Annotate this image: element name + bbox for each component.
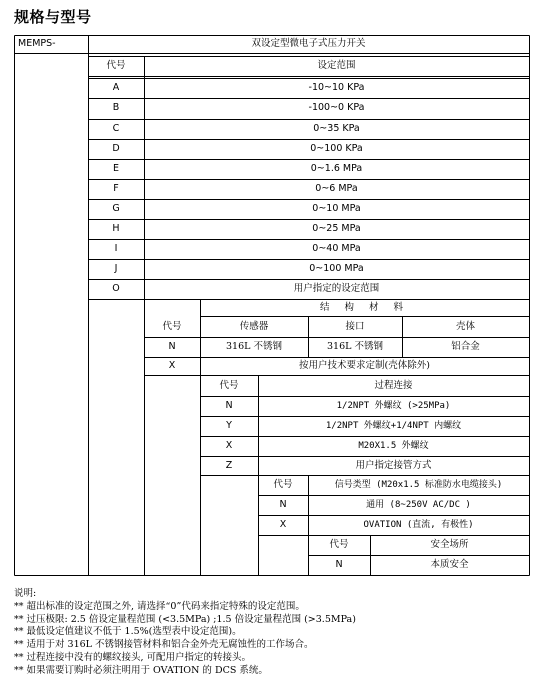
range-value-O: 用户指定的设定范围 xyxy=(293,283,380,295)
process-header: 过程连接 xyxy=(374,379,413,391)
site-header: 安全场所 xyxy=(430,539,469,551)
material-housing-N: 铝合金 xyxy=(451,341,480,353)
range-code-G: G xyxy=(112,203,120,215)
range-header: 设定范围 xyxy=(317,60,356,72)
material-housing-header: 壳体 xyxy=(455,320,475,332)
process-code-N: N xyxy=(225,400,233,412)
note-item: ** 适用于对 316L 不锈钢接管材料和铝合金外壳无腐蚀性的工作场合。 xyxy=(14,639,314,651)
material-sensor-header: 传感器 xyxy=(239,320,269,332)
note-item: ** 超出标准的设定范围之外, 请选择“0”代码来指定特殊的设定范围。 xyxy=(14,600,305,612)
site-code-header: 代号 xyxy=(329,539,349,551)
range-value-F: 0~6 MPa xyxy=(315,183,358,195)
material-code-N: N xyxy=(168,341,176,353)
range-code-A: A xyxy=(112,82,120,94)
range-code-I: I xyxy=(114,243,118,255)
range-value-J: 0~100 MPa xyxy=(309,263,364,275)
range-value-E: 0~1.6 MPa xyxy=(310,163,363,175)
process-code-Y: Y xyxy=(226,420,232,432)
signal-code-X: X xyxy=(279,519,287,531)
range-code-header: 代号 xyxy=(106,60,126,72)
page-title: 规格与型号 xyxy=(14,8,92,26)
material-code-X: X xyxy=(168,360,176,372)
material-port-N: 316L 不锈钢 xyxy=(327,341,383,353)
range-code-B: B xyxy=(112,102,120,114)
process-value-N: 1/2NPT 外螺纹 (>25MPa) xyxy=(336,400,451,411)
range-value-D: 0~100 KPa xyxy=(310,143,363,155)
process-value-Z: 用户指定接管方式 xyxy=(355,459,432,471)
range-code-C: C xyxy=(112,123,120,135)
material-code-header: 代号 xyxy=(162,320,182,332)
process-value-X: M20X1.5 外螺纹 xyxy=(358,440,429,451)
model-prefix: MEMPS- xyxy=(18,38,56,50)
site-value-N: 本质安全 xyxy=(430,558,469,570)
notes-heading: 说明: xyxy=(14,588,37,599)
range-value-C: 0~35 KPa xyxy=(313,123,360,135)
material-port-header: 接口 xyxy=(345,320,365,332)
range-value-A: -10~10 KPa xyxy=(308,82,365,94)
material-sensor-N: 316L 不锈钢 xyxy=(226,341,282,353)
range-code-E: E xyxy=(112,163,119,175)
range-code-H: H xyxy=(112,223,120,235)
range-value-B: -100~0 KPa xyxy=(308,102,365,114)
range-value-H: 0~25 MPa xyxy=(312,223,361,235)
signal-header: 信号类型 (M20x1.5 标准防水电缆接头) xyxy=(334,479,503,490)
signal-value-X: OVATION (直流, 有极性) xyxy=(363,519,474,530)
range-code-J: J xyxy=(114,263,118,275)
material-header: 结 构 材 料 xyxy=(319,301,410,313)
range-code-F: F xyxy=(113,183,119,195)
range-code-O: O xyxy=(112,283,120,295)
range-value-I: 0~40 MPa xyxy=(312,243,361,255)
process-code-X: X xyxy=(225,440,233,452)
note-item: ** 过程连接中没有的螺纹接头, 可配用户指定的转接头。 xyxy=(14,651,252,663)
material-custom-X: 按用户技术要求定制(壳体除外) xyxy=(299,360,430,372)
note-item: ** 过压极限: 2.5 倍设定量程范围 (<3.5MPa) ;1.5 倍设定量程范围 (>3.5MPa) xyxy=(14,613,356,625)
process-code-header: 代号 xyxy=(219,379,239,391)
site-code-N: N xyxy=(335,558,343,570)
notes xyxy=(14,588,529,678)
signal-value-N: 通用 (8~250V AC/DC ) xyxy=(366,499,471,510)
process-value-Y: 1/2NPT 外螺纹+1/4NPT 内螺纹 xyxy=(325,420,462,431)
process-code-Z: Z xyxy=(225,459,233,471)
note-item: ** 如果需要订购时必须注明用于 OVATION 的 DCS 系统。 xyxy=(14,664,268,676)
product-description: 双设定型微电子式压力开关 xyxy=(251,38,366,50)
range-code-D: D xyxy=(112,143,120,155)
signal-code-header: 代号 xyxy=(273,479,293,491)
range-value-G: 0~10 MPa xyxy=(312,203,361,215)
signal-code-N: N xyxy=(279,499,287,511)
note-item: ** 最低设定值建议不低于 1.5%(选型表中设定范围)。 xyxy=(14,626,242,638)
